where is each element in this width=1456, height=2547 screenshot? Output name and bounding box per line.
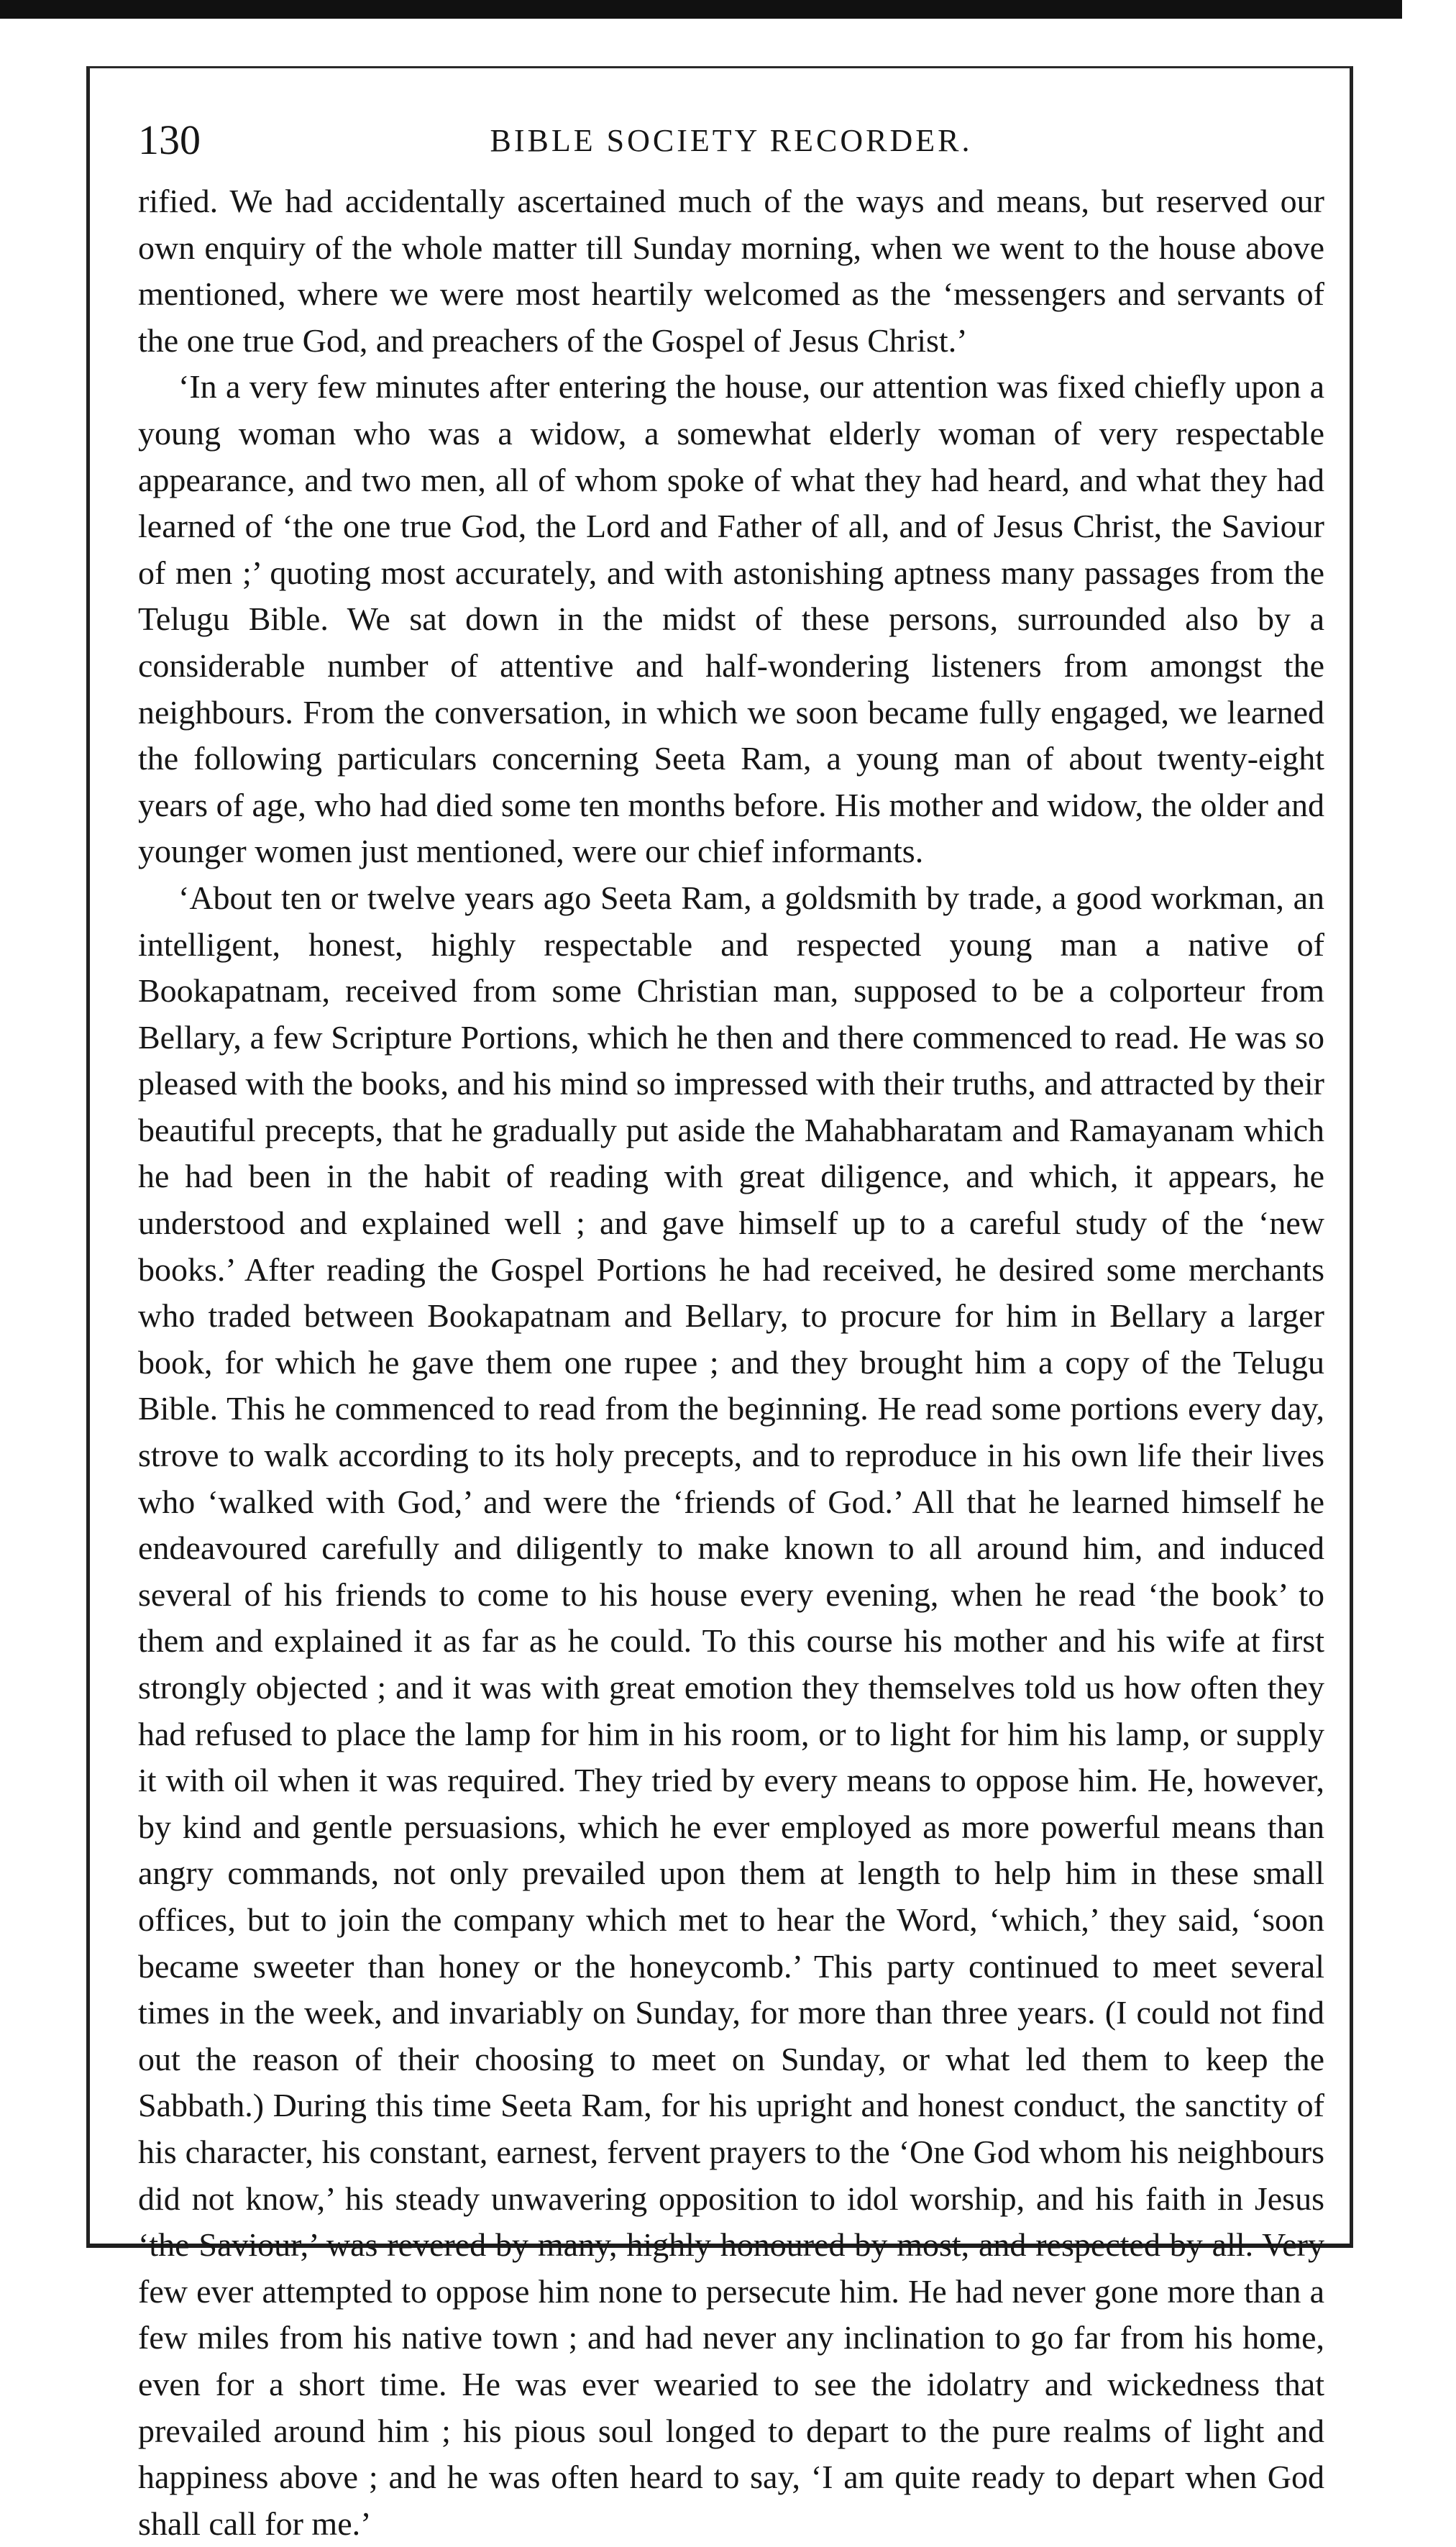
running-head: BIBLE SOCIETY RECORDER. [490,123,973,158]
paragraph-2: ‘In a very few minutes after entering the house, our attention was fixed chiefly upon a young woman who was a widow, a somewhat elderly woman of very respectable appearance, and two men, all of whom spoke of what they had heard, and what they had learned of ‘the one true God, the Lord and Father of all, and of Jesus Christ, the Saviour of men ;’ quoting most accurately, and with astonishing aptness many passages from the Telugu Bible. We sat down in the midst of these persons, surrounded also by a considerable number of attentive and half-wondering listeners from amongst the neighbours. From the conversation, in which we soon became fully engaged, we learned the following particulars concerning Seeta Ram, a young man of about twenty-eight years of age, who had died some ten months before. His mother and widow, the older and younger women just mentioned, were our chief informants. [138,368,1324,870]
paragraph-1: rified. We had accidentally ascertained much of the ways and means, but reserved our own enquiry of the whole matter till Sunday morning, when we went to the house above mentioned, where we were most heartily welcomed as the ‘messengers and servants of the one true God, and preachers of the Gospel of Jesus Christ.’ [138,183,1324,359]
page-header [138,115,1324,165]
top-border-rule [0,0,1402,19]
article-body [138,178,1324,2547]
page-number: 130 [138,116,201,163]
paragraph-3: ‘About ten or twelve years ago Seeta Ram, a goldsmith by trade, a good workman, an intelligent, honest, highly respectable and respected young man a native of Bookapatnam, received from some Christian man, supposed to be a colporteur from Bellary, a few Scripture Portions, which he then and there commenced to read. He was so pleased with the books, and his mind so impressed with their truths, and attracted by their beautiful precepts, that he gradually put aside the Mahabharatam and Ramayanam which he had been in the habit of reading with great diligence, and which, it appears, he understood and explained well ; and gave himself up to a careful study of the ‘new books.’ After reading the Gospel Portions he had received, he desired some merchants who traded between Bookapatnam and Bellary, to procure for him in Bellary a larger book, for which he gave them one rupee ; and they brought him a copy of the Telugu Bible. This he commenced to read from the beginning. He read some portions every day, strove to walk according to its holy precepts, and to reproduce in his own life their lives who ‘walked with God,’ and were the ‘friends of God.’ All that he learned himself he endeavoured carefully and diligently to make known to all around him, and induced several of his friends to come to his house every evening, when he read ‘the book’ to them and explained it as far as he could. To this course his mother and his wife at first strongly objected ; and it was with great emotion they themselves told us how often they had refused to place the lamp for him in his room, or to light for him his lamp, or supply it with oil when it was required. They tried by every means to oppose him. He, however, by kind and gentle persuasions, which he ever employed as more powerful means than angry commands, not only prevailed upon them at length to help him in these small offices, but to join the company which met to hear the Word, ‘which,’ they said, ‘soon became sweeter than honey or the honeycomb.’ This party continued to meet several times in the week, and invariably on Sunday, for more than three years. (I could not find out the reason of their choosing to meet on Sunday, or what led them to keep the Sabbath.) During this time Seeta Ram, for his upright and honest conduct, the sanctity of his character, his constant, earnest, fervent prayers to the ‘One God whom his neighbours did not know,’ his steady unwavering opposition to idol worship, and his faith in Jesus ‘the Saviour,’ was revered by many, highly honoured by most, and respected by all. Very few ever attempted to oppose him none to persecute him. He had never gone more than a few miles from his native town ; and had never any inclination to go far from his home, even for a short time. He was ever wearied to see the idolatry and wickedness that prevailed around him ; his pious soul longed to depart to the pure realms of light and happiness above ; and he was often heard to say, ‘I am quite ready to depart when God shall call for me.’ [138,879,1324,2542]
